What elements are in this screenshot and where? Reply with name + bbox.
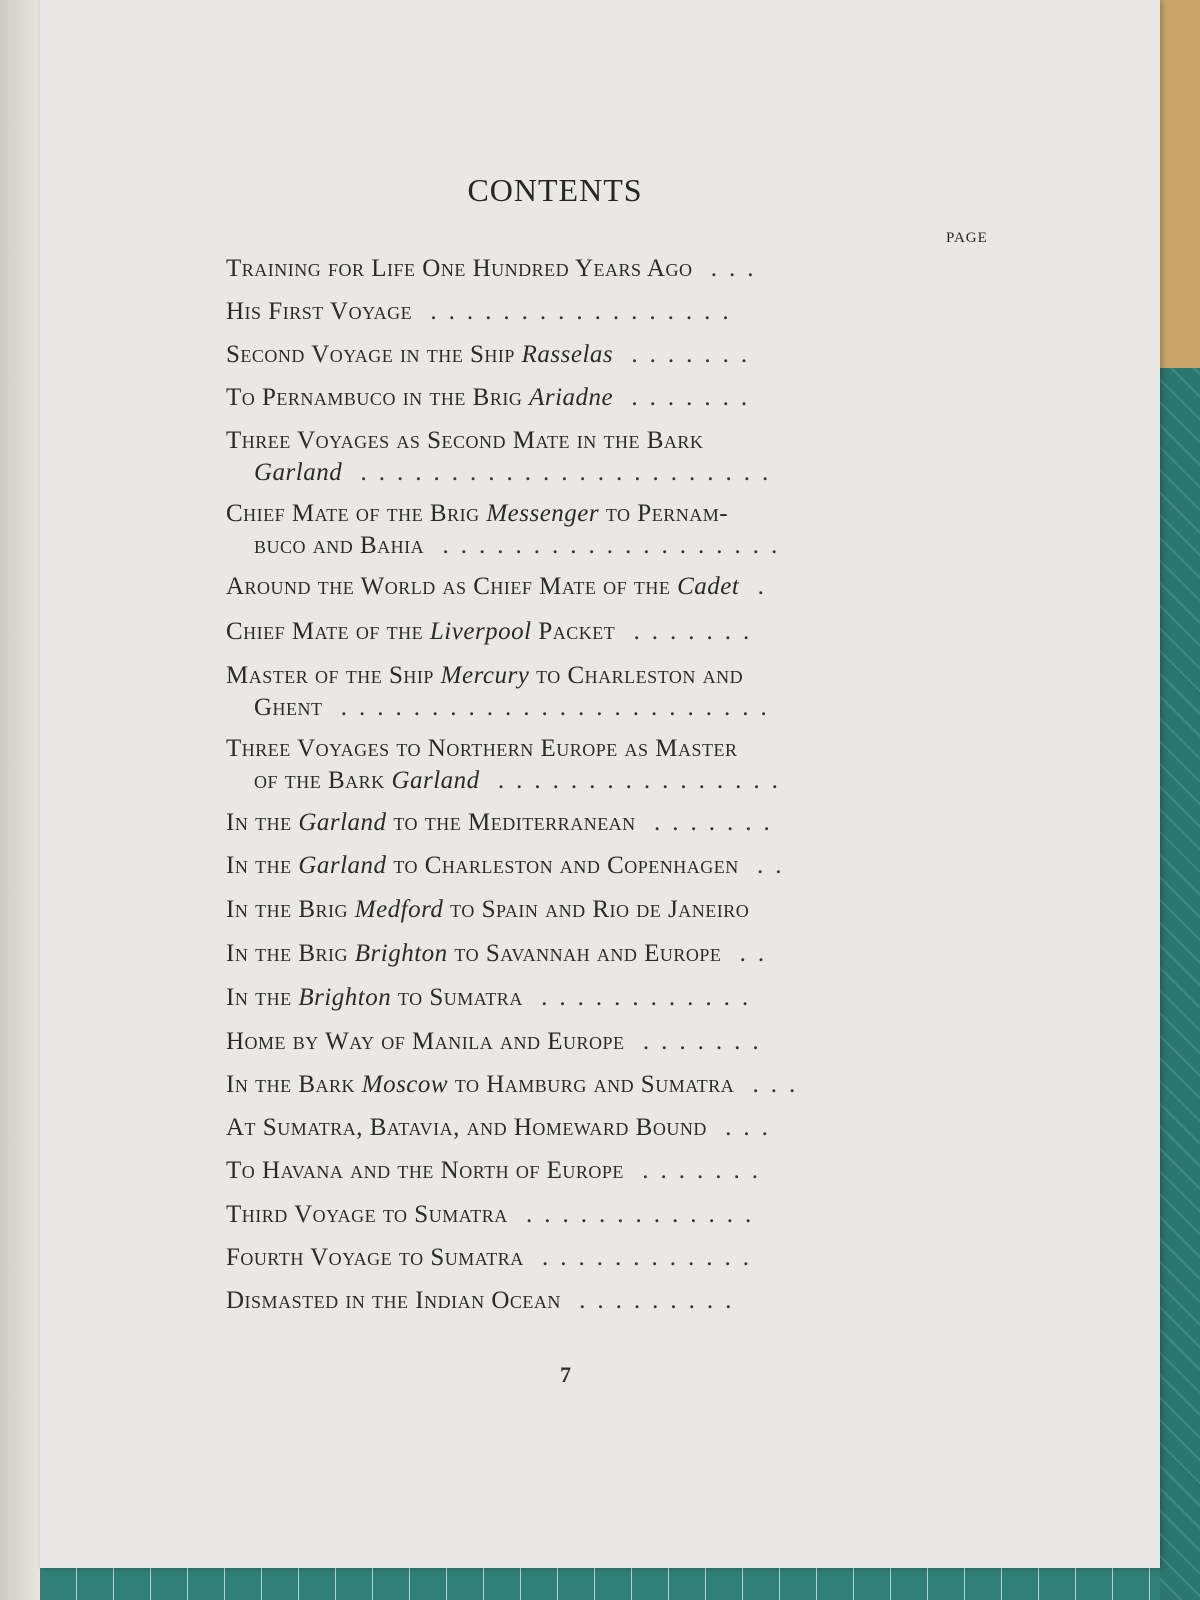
ship-name: Mercury (440, 662, 530, 689)
leader-dots: ....................... (342, 459, 781, 486)
chapter-title (226, 896, 926, 924)
chapter-title-text: His First Voyage (226, 298, 413, 325)
chapter-title-text: Home by Way of Manila and Europe (226, 1028, 625, 1055)
wood-surface (1160, 0, 1200, 368)
leader-dots: ............ (522, 984, 761, 1011)
leader-dots: ....... (623, 1157, 770, 1184)
leader-dots: . (739, 573, 776, 600)
ship-name: Messenger (486, 500, 600, 527)
chapter-title (226, 984, 926, 1012)
leader-dots: .. (721, 940, 777, 967)
chapter-title-text: At Sumatra, Batavia, and Homeward Bound (226, 1114, 707, 1141)
chapter-title-tail: to Sumatra (397, 984, 523, 1011)
chapter-title (226, 852, 926, 880)
ship-name: Brighton (354, 940, 448, 967)
chapter-title-text: Around the World as Chief Mate of the (226, 573, 671, 600)
chapter-title-text: Second Voyage in the Ship (226, 341, 515, 368)
chapter-title-text: Three Voyages as Second Mate in the Bark (226, 427, 704, 454)
ship-name: Garland (298, 809, 387, 836)
page-title: CONTENTS (467, 172, 643, 208)
chapter-title-text: Fourth Voyage to Sumatra (226, 1244, 524, 1271)
chapter-title (226, 940, 926, 968)
chapter-title (226, 573, 926, 601)
chapter-title-text: To Havana and the North of Europe (226, 1157, 624, 1184)
leader-dots: ... (734, 1071, 808, 1098)
chapter-title (226, 500, 926, 528)
chapter-title (226, 298, 926, 326)
chapter-title (226, 1244, 926, 1272)
chapter-title-tail: to Savannah and Europe (454, 940, 722, 967)
chapter-title-line2: of the Bark (254, 767, 385, 794)
chapter-title (226, 341, 926, 369)
leader-dots: ............ (523, 1244, 761, 1271)
chapter-title-tail: to Charleston and (536, 662, 744, 689)
ship-name: Garland (391, 767, 480, 794)
chapter-title-continued (254, 694, 954, 722)
chapter-title (226, 1287, 926, 1315)
chapter-title (226, 1201, 926, 1229)
chapter-title-continued (254, 459, 954, 487)
ship-name: Moscow (361, 1071, 449, 1098)
leader-dots: .. (738, 852, 794, 879)
leader-dots: ....... (624, 1028, 771, 1055)
ship-name: Rasselas (521, 341, 614, 368)
chapter-title-text: Training for Life One Hundred Years Ago (226, 255, 693, 282)
leader-dots: ....... (615, 618, 762, 645)
chapter-title (226, 1114, 926, 1142)
chapter-title-text: Three Voyages to Northern Europe as Master (226, 735, 738, 762)
chapter-title-tail: to Spain and Rio de Janeiro (450, 896, 750, 923)
chapter-title-tail: to Pernam- (605, 500, 729, 527)
leader-dots: ................. (412, 298, 741, 325)
chapter-title (226, 384, 926, 412)
chapter-title-continued (254, 767, 954, 795)
chapter-title (226, 1028, 926, 1056)
chapter-title-line2: buco and Bahia (254, 532, 425, 559)
ship-name: Garland (298, 852, 387, 879)
cutting-mat-right (1160, 0, 1200, 1600)
chapter-title (226, 1071, 926, 1099)
ship-name: Cadet (677, 573, 740, 600)
chapter-title-text: Chief Mate of the Brig (226, 500, 480, 527)
chapter-title-line2: Ghent (254, 694, 323, 721)
chapter-title (226, 427, 926, 455)
leader-dots: ......... (560, 1287, 744, 1314)
chapter-title-text: In the Bark (226, 1071, 355, 1098)
chapter-title-continued (254, 532, 954, 560)
chapter-title-tail: to the Mediterranean (393, 809, 636, 836)
chapter-title-text: Third Voyage to Sumatra (226, 1201, 508, 1228)
leader-dots: ................... (424, 532, 790, 559)
ship-name: Garland (254, 459, 343, 486)
chapter-title-tail: to Charleston and Copenhagen (393, 852, 739, 879)
chapter-title-text: In the (226, 809, 292, 836)
ship-name: Medford (354, 896, 444, 923)
chapter-title (226, 735, 926, 763)
chapter-title-text: In the (226, 852, 292, 879)
ship-name: Brighton (298, 984, 392, 1011)
cutting-mat-bottom (40, 1568, 1160, 1600)
chapter-title (226, 809, 926, 837)
chapter-title-text: Dismasted in the Indian Ocean (226, 1287, 561, 1314)
chapter-title-text: In the Brig (226, 896, 348, 923)
chapter-title (226, 255, 926, 283)
page-number: 7 (560, 1362, 571, 1387)
leader-dots: ........................ (322, 694, 779, 721)
leader-dots: ... (706, 1114, 780, 1141)
page-column-label: PAGE (946, 230, 988, 246)
chapter-title (226, 618, 926, 646)
chapter-title-text: Master of the Ship (226, 662, 434, 689)
chapter-title-tail: to Hamburg and Sumatra (454, 1071, 735, 1098)
leader-dots: ................ (479, 767, 790, 794)
ship-name: Liverpool (429, 618, 532, 645)
leader-dots: ....... (613, 341, 760, 368)
chapter-title-tail: Packet (538, 618, 616, 645)
chapter-title (226, 662, 926, 690)
leader-dots: ............. (507, 1201, 764, 1228)
chapter-title-text: In the (226, 984, 292, 1011)
chapter-title-text: Chief Mate of the (226, 618, 424, 645)
leader-dots: ....... (635, 809, 782, 836)
chapter-title-text: To Pernambuco in the Brig (226, 384, 523, 411)
chapter-title (226, 1157, 926, 1185)
leader-dots: ... (692, 255, 766, 282)
ship-name: Ariadne (529, 384, 614, 411)
leader-dots: ....... (613, 384, 760, 411)
chapter-title-text: In the Brig (226, 940, 348, 967)
